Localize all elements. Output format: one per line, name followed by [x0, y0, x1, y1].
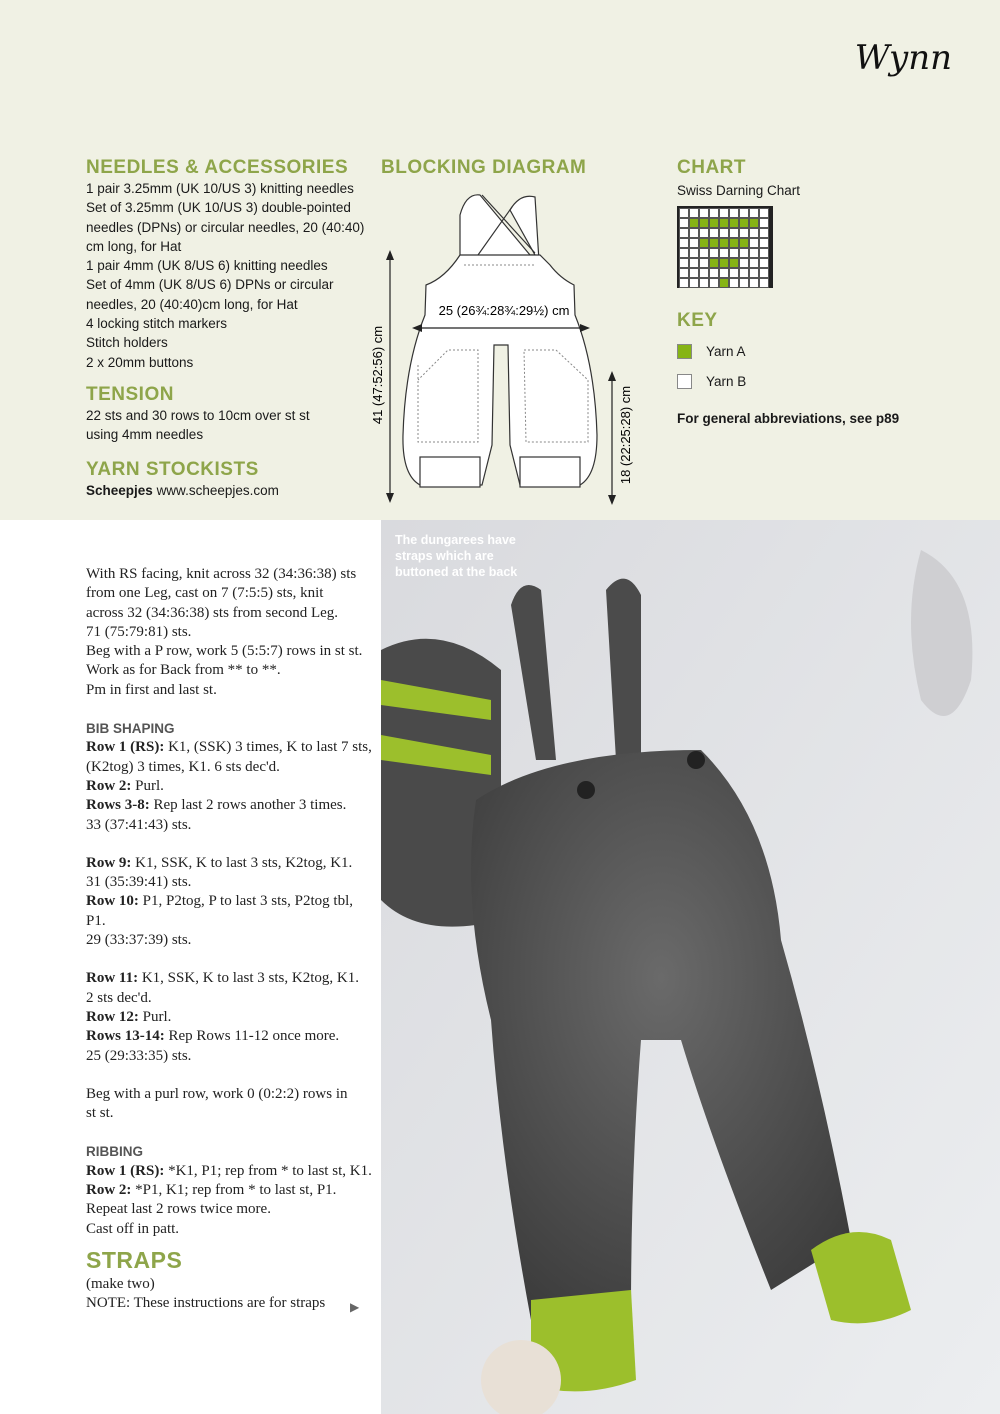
chart-cell: [719, 268, 729, 278]
instruction-line: Beg with a purl row, work 0 (0:2:2) rows in: [86, 1085, 348, 1102]
chart-cell: [679, 238, 689, 248]
row-text: 25 (29:33:35) sts.: [86, 1047, 192, 1064]
spacer: [86, 1123, 376, 1142]
blocking-diagram: [381, 157, 671, 179]
chart-cell: [709, 248, 719, 258]
text-line: needles, 20 (40:40)cm long, for Hat: [86, 296, 298, 312]
chart-cell: [739, 268, 749, 278]
chart-cell: [739, 228, 749, 238]
chart-cell: [679, 208, 689, 218]
dungarees-diagram: [360, 185, 650, 515]
instruction-line: st st.: [86, 1105, 114, 1122]
row-label: Row 12:: [86, 1008, 139, 1025]
chart-cell: [749, 248, 759, 258]
text-line: straps which are: [395, 549, 494, 563]
row-label: Row 2:: [86, 777, 132, 794]
row-text: Purl.: [138, 1008, 172, 1025]
chart-cell: [739, 218, 749, 228]
row-label: Row 1 (RS):: [86, 739, 165, 756]
row-text: Cast off in patt.: [86, 1220, 180, 1237]
spacer: [86, 1066, 376, 1085]
chart-cell: [729, 238, 739, 248]
instruction-line: Work as for Back from ** to **.: [86, 662, 281, 679]
key-label: Yarn A: [706, 344, 746, 360]
instruction-line: [86, 1162, 376, 1181]
chart-heading: CHART: [677, 157, 746, 178]
instruction-line: Pm in first and last st.: [86, 681, 217, 698]
row-text: Rep last 2 rows another 3 times.: [149, 797, 347, 814]
chart-cell: [699, 268, 709, 278]
chart-cell: [729, 228, 739, 238]
row-text: Repeat last 2 rows twice more.: [86, 1201, 271, 1218]
text-line: 4 locking stitch markers: [86, 316, 228, 332]
row-label: Row 10:: [86, 893, 139, 910]
chart-cell: [749, 258, 759, 268]
chart-cell: [759, 278, 769, 288]
row-label: Row 2:: [86, 1182, 132, 1199]
chart-cell: [689, 238, 699, 248]
chart-subtitle: Swiss Darning Chart: [677, 183, 801, 198]
chart-cell: [689, 208, 699, 218]
chart-cell: [749, 238, 759, 248]
spacer: [86, 700, 376, 719]
chart-cell: [709, 258, 719, 268]
instruction-line: [86, 1220, 376, 1239]
needles-heading: NEEDLES & ACCESSORIES: [86, 157, 349, 178]
key-label: Yarn B: [706, 373, 747, 389]
chart-cell: [729, 278, 739, 288]
instruction-line: [86, 1200, 376, 1219]
instruction-line: [86, 777, 376, 796]
straps-heading: STRAPS: [86, 1246, 183, 1273]
chart-cell: [719, 218, 729, 228]
row-text: 2 sts dec'd.: [86, 989, 152, 1006]
chart-cell: [739, 248, 749, 258]
needles-list: [86, 179, 376, 372]
chart-cell: [759, 258, 769, 268]
row-text: *P1, K1; rep from * to last st, P1.: [131, 1182, 337, 1199]
instruction-line: [86, 758, 376, 777]
chart-cell: [759, 238, 769, 248]
instruction-line: [86, 816, 376, 835]
chart-cell: [749, 278, 759, 288]
blocking-heading: BLOCKING DIAGRAM: [381, 157, 587, 178]
instruction-line: [86, 931, 376, 950]
chart-cell: [699, 278, 709, 288]
photo-caption: [395, 532, 517, 580]
chart-cell: [759, 248, 769, 258]
chart-cell: [689, 218, 699, 228]
key-heading: KEY: [677, 310, 718, 332]
text-line: The dungarees have: [395, 533, 516, 547]
tension-heading: TENSION: [86, 383, 174, 405]
product-photo: [381, 520, 1000, 1414]
abbreviations-note: For general abbreviations, see p89: [677, 410, 900, 426]
chart-cell: [719, 208, 729, 218]
yarn-url[interactable]: www.scheepjes.com: [156, 482, 279, 498]
row-text: K1, (SSK) 3 times, K to last 7 sts,: [164, 739, 372, 756]
instruction-line: across 32 (34:36:38) sts from second Leg.: [86, 604, 339, 621]
row-label: Row 1 (RS):: [86, 1162, 165, 1179]
instruction-line: [86, 989, 376, 1008]
yarn-heading: YARN STOCKISTS: [86, 458, 259, 480]
text-line: needles (DPNs) or circular needles, 20 (40:40): [86, 219, 365, 235]
chart-cell: [709, 278, 719, 288]
yarn-b-swatch: [677, 374, 692, 389]
instruction-line: [86, 873, 376, 892]
instruction-line: Beg with a P row, work 5 (5:5:7) rows in st st.: [86, 643, 363, 660]
text-line: 2 x 20mm buttons: [86, 354, 194, 370]
chart-cell: [749, 268, 759, 278]
row-text: 33 (37:41:43) sts.: [86, 816, 192, 833]
key-yarn-b: [677, 372, 937, 391]
instruction-line: from one Leg, cast on 7 (7:5:5) sts, knit: [86, 585, 324, 602]
row-label: Rows 3-8:: [86, 797, 150, 814]
chart-cell: [739, 278, 749, 288]
text-line: 22 sts and 30 rows to 10cm over st st: [86, 407, 310, 423]
instruction-line: [86, 969, 376, 988]
bib-shaping-heading: BIB SHAPING: [86, 721, 175, 737]
height-label: 41 (47:52:56) cm: [370, 325, 385, 425]
row-text: 29 (33:37:39) sts.: [86, 932, 192, 949]
text-line: 1 pair 3.25mm (UK 10/US 3) knitting needles: [86, 181, 354, 196]
instruction-line: [86, 738, 376, 757]
text-line: buttoned at the back: [395, 565, 518, 579]
spacer: [86, 835, 376, 854]
chart-cell: [699, 238, 709, 248]
instruction-line: With RS facing, knit across 32 (34:36:38) sts: [86, 566, 357, 582]
text-line: Set of 3.25mm (UK 10/US 3) double-pointed: [86, 200, 351, 216]
text-line: 1 pair 4mm (UK 8/US 6) knitting needles: [86, 258, 328, 274]
chart-cell: [699, 208, 709, 218]
chart-cell: [679, 248, 689, 258]
pattern-instructions: [86, 565, 376, 1314]
chart-cell: [729, 208, 739, 218]
chart-cell: [749, 228, 759, 238]
chart-cell: [689, 228, 699, 238]
chart-cell: [749, 218, 759, 228]
chart-cell: [759, 228, 769, 238]
chart-cell: [689, 248, 699, 258]
row-text: P1, P2tog, P to last 3 sts, P2tog tbl,: [138, 893, 353, 910]
chart-cell: [749, 208, 759, 218]
width-label: 25 (26¾:28¾:29½) cm: [438, 303, 570, 318]
row-text: (K2tog) 3 times, K1. 6 sts dec'd.: [86, 758, 280, 775]
chart-cell: [719, 248, 729, 258]
chart-cell: [739, 258, 749, 268]
chart-cell: [699, 218, 709, 228]
instruction-line: (make two): [86, 1275, 155, 1292]
instruction-line: [86, 892, 376, 911]
chart-cell: [719, 278, 729, 288]
chart-cell: [689, 278, 699, 288]
chart-cell: [739, 238, 749, 248]
row-text: *K1, P1; rep from * to last st, K1.: [164, 1162, 372, 1179]
page-title: Wynn: [854, 38, 952, 78]
chart-cell: [739, 208, 749, 218]
row-text: Purl.: [131, 777, 164, 794]
text-line: using 4mm needles: [86, 427, 204, 443]
instruction-line: 71 (75:79:81) sts.: [86, 623, 192, 640]
text-line: Stitch holders: [86, 335, 168, 351]
key-yarn-a: [677, 342, 937, 361]
chart-cell: [709, 238, 719, 248]
instruction-line: NOTE: These instructions are for straps: [86, 1295, 326, 1312]
tension-text: [86, 406, 376, 445]
chart-cell: [679, 228, 689, 238]
chart-cell: [719, 228, 729, 238]
continue-arrow-icon: ▶: [350, 1300, 360, 1314]
instruction-line: [86, 1027, 376, 1046]
chart-cell: [759, 208, 769, 218]
chart-cell: [699, 258, 709, 268]
chart-cell: [699, 248, 709, 258]
row-text: P1.: [86, 912, 106, 929]
swiss-darning-chart: [677, 206, 773, 288]
chart-cell: [719, 258, 729, 268]
instruction-line: [86, 1181, 376, 1200]
chart-cell: [709, 218, 719, 228]
chart-cell: [709, 268, 719, 278]
instruction-line: [86, 796, 376, 815]
needles-section: [86, 157, 376, 500]
instruction-line: [86, 1047, 376, 1066]
chart-cell: [719, 238, 729, 248]
chart-cell: [679, 268, 689, 278]
spacer: [86, 950, 376, 969]
chart-cell: [689, 258, 699, 268]
row-text: K1, SSK, K to last 3 sts, K2tog, K1.: [131, 854, 353, 871]
instruction-line: [86, 854, 376, 873]
chart-cell: [729, 248, 739, 258]
leg-label: 18 (22:25:28) cm: [618, 385, 633, 485]
chart-cell: [679, 258, 689, 268]
chart-cell: [679, 218, 689, 228]
instruction-line: [86, 1008, 376, 1027]
chart-cell: [729, 258, 739, 268]
chart-cell: [709, 208, 719, 218]
chart-cell: [709, 228, 719, 238]
chart-cell: [729, 218, 739, 228]
chart-cell: [689, 268, 699, 278]
ribbing-heading: RIBBING: [86, 1144, 143, 1160]
instruction-line: [86, 912, 376, 931]
chart-cell: [679, 278, 689, 288]
row-label: Row 9:: [86, 854, 132, 871]
row-text: Rep Rows 11-12 once more.: [164, 1028, 340, 1045]
chart-cell: [759, 268, 769, 278]
yarn-a-swatch: [677, 344, 692, 359]
text-line: Set of 4mm (UK 8/US 6) DPNs or circular: [86, 277, 334, 293]
chart-cell: [699, 228, 709, 238]
row-label: Row 11:: [86, 970, 139, 987]
row-text: 31 (35:39:41) sts.: [86, 874, 192, 891]
row-text: K1, SSK, K to last 3 sts, K2tog, K1.: [138, 970, 359, 987]
row-label: Rows 13-14:: [86, 1028, 165, 1045]
chart-section: [677, 157, 937, 428]
text-line: cm long, for Hat: [86, 238, 182, 254]
yarn-brand: Scheepjes: [86, 482, 153, 498]
chart-cell: [759, 218, 769, 228]
chart-cell: [729, 268, 739, 278]
